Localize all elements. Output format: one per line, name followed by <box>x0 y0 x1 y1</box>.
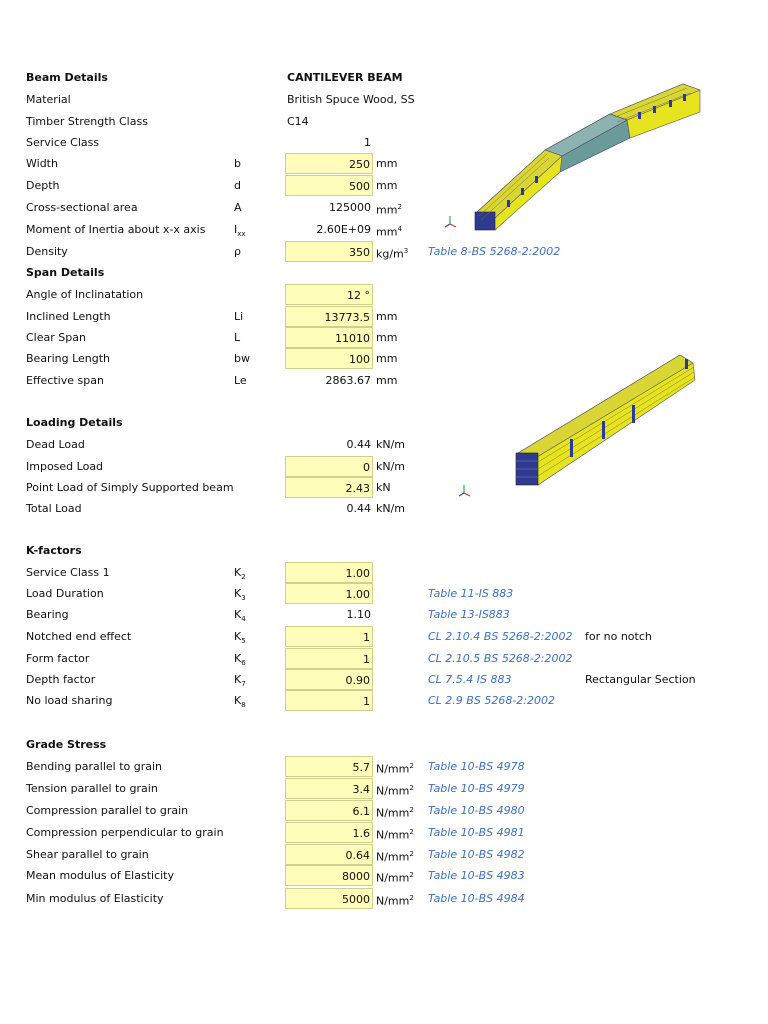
k7-input[interactable]: 0.90 <box>285 669 373 690</box>
grade-row <box>0 800 768 821</box>
section-heading: Loading Details <box>26 416 123 429</box>
material-value: British Spuce Wood, SS <box>287 93 415 106</box>
grade-stress-header-row <box>0 734 768 755</box>
k5-input[interactable]: 1 <box>285 626 373 647</box>
beam-3d-render-top <box>425 72 735 238</box>
row-label: Compression parallel to grain <box>26 804 189 817</box>
row-label: Material <box>26 93 71 106</box>
reference-link[interactable]: CL 7.5.4 IS 883 <box>428 673 512 686</box>
grade-row <box>0 865 768 886</box>
kfactors-header-row <box>0 540 768 561</box>
grade-stress-input[interactable]: 5000 <box>285 888 373 909</box>
k8-input[interactable]: 1 <box>285 690 373 711</box>
row-symbol: $I_{xx}$ <box>234 223 246 239</box>
grade-stress-input[interactable]: 5.7 <box>285 756 373 777</box>
row-label: Clear Span <box>26 331 86 344</box>
k8-row <box>0 690 768 711</box>
density-row <box>0 241 768 262</box>
row-label: Angle of Inclinatation <box>26 288 144 301</box>
row-label: Depth <box>26 179 60 192</box>
row-unit: mm <box>376 331 398 344</box>
reference-link[interactable]: CL 2.10.5 BS 5268-2:2002 <box>428 652 573 665</box>
row-label: Total Load <box>26 502 82 515</box>
row-unit: mm <box>376 179 398 192</box>
row-label: Dead Load <box>26 438 85 451</box>
inclined-length-row <box>0 306 768 327</box>
grade-row <box>0 822 768 843</box>
row-label: Moment of Inertia about x-x axis <box>26 223 206 236</box>
reference-link[interactable]: Table 10-BS 4978 <box>428 760 525 773</box>
reference-link[interactable]: Table 8-BS 5268-2:2002 <box>428 245 561 258</box>
row-symbol: d <box>234 179 241 192</box>
row-symbol: Li <box>234 310 244 323</box>
row-unit: $N/mm^2$ <box>376 828 414 842</box>
k3-row <box>0 583 768 604</box>
strength-class-value: C14 <box>287 115 309 128</box>
row-label: Density <box>26 245 68 258</box>
grade-row <box>0 888 768 909</box>
row-unit: $N/mm^2$ <box>376 871 414 885</box>
k3-input[interactable]: 1.00 <box>285 583 373 604</box>
reference-link[interactable]: Table 10-BS 4979 <box>428 782 525 795</box>
dead-load-value: 0.44 <box>346 438 371 451</box>
row-unit: $N/mm^2$ <box>376 806 414 820</box>
inclined-length-input[interactable]: 13773.5 <box>285 306 373 327</box>
row-unit: kN/m <box>376 502 406 515</box>
row-unit: mm <box>376 157 398 170</box>
row-symbol: $K_8$ <box>234 694 246 710</box>
grade-row <box>0 778 768 799</box>
angle-input[interactable]: 12 ° <box>285 284 373 305</box>
imposed-load-input[interactable]: 0 <box>285 456 373 477</box>
k4-row <box>0 604 768 625</box>
row-symbol: L <box>234 331 241 344</box>
reference-link[interactable]: Table 10-BS 4981 <box>428 826 525 839</box>
row-symbol: A <box>234 201 242 214</box>
k4-value: 1.10 <box>346 608 371 621</box>
row-unit: $kg/m^3$ <box>376 247 409 261</box>
row-unit: mm <box>376 374 398 387</box>
effective-span-value: 2863.67 <box>325 374 371 387</box>
row-label: Form factor <box>26 652 90 665</box>
row-label: Width <box>26 157 58 170</box>
row-label: Effective span <box>26 374 104 387</box>
beam-type: CANTILEVER BEAM <box>287 71 403 84</box>
reference-link[interactable]: Table 10-BS 4984 <box>428 892 525 905</box>
row-symbol: ρ <box>234 245 241 258</box>
row-label: Service Class <box>26 136 100 149</box>
row-label: Timber Strength Class <box>26 115 148 128</box>
row-label: Point Load of Simply Supported beam <box>26 481 234 494</box>
area-value: 125000 <box>329 201 371 214</box>
grade-stress-input[interactable]: 0.64 <box>285 844 373 865</box>
section-heading: Grade Stress <box>26 738 107 751</box>
row-unit: kN/m <box>376 438 406 451</box>
row-unit: mm <box>376 352 398 365</box>
row-symbol: $K_6$ <box>234 652 246 668</box>
inertia-value: 2.60E+09 <box>316 223 371 236</box>
row-label: Bearing Length <box>26 352 111 365</box>
span-details-header-row <box>0 262 768 283</box>
beam-3d-render-bottom <box>440 335 735 515</box>
row-note: for no notch <box>585 630 652 643</box>
row-label: Notched end effect <box>26 630 132 643</box>
row-unit: kN <box>376 481 391 494</box>
depth-input[interactable]: 500 <box>285 175 373 196</box>
section-heading: Span Details <box>26 266 105 279</box>
k6-row <box>0 648 768 669</box>
row-unit: kN/m <box>376 460 406 473</box>
row-label: Depth factor <box>26 673 96 686</box>
row-symbol: $K_7$ <box>234 673 246 689</box>
angle-row <box>0 284 768 305</box>
row-symbol: bw <box>234 352 250 365</box>
row-symbol: $K_4$ <box>234 608 246 624</box>
k5-row <box>0 626 768 647</box>
reference-link[interactable]: Table 11-IS 883 <box>428 587 514 600</box>
clear-span-input[interactable]: 11010 <box>285 327 373 348</box>
density-input[interactable]: 350 <box>285 241 373 262</box>
grade-row <box>0 844 768 865</box>
point-load-input[interactable]: 2.43 <box>285 477 373 498</box>
grade-row <box>0 756 768 777</box>
row-label: Mean modulus of Elasticity <box>26 869 174 882</box>
section-heading: Beam Details <box>26 71 108 84</box>
row-label: Shear parallel to grain <box>26 848 149 861</box>
row-label: Bearing <box>26 608 69 621</box>
service-class-value: 1 <box>364 136 371 149</box>
reference-link[interactable]: CL 2.10.4 BS 5268-2:2002 <box>428 630 573 643</box>
row-label: Load Duration <box>26 587 104 600</box>
row-label: Cross-sectional area <box>26 201 138 214</box>
row-label: Imposed Load <box>26 460 104 473</box>
reference-link[interactable]: Table 10-BS 4983 <box>428 869 525 882</box>
k6-input[interactable]: 1 <box>285 648 373 669</box>
grade-stress-input[interactable]: 8000 <box>285 865 373 886</box>
row-label: Compression perpendicular to grain <box>26 826 224 839</box>
total-load-value: 0.44 <box>346 502 371 515</box>
row-symbol: b <box>234 157 241 170</box>
row-unit: $mm^4$ <box>376 225 402 239</box>
row-symbol: $K_2$ <box>234 566 246 582</box>
row-label: Service Class 1 <box>26 566 110 579</box>
reference-link[interactable]: Table 13-IS883 <box>428 608 510 621</box>
row-unit: $N/mm^2$ <box>376 894 414 908</box>
row-unit: $N/mm^2$ <box>376 762 414 776</box>
k7-row <box>0 669 768 690</box>
k2-row <box>0 562 768 583</box>
reference-link[interactable]: CL 2.9 BS 5268-2:2002 <box>428 694 555 707</box>
row-unit: $mm^2$ <box>376 203 402 217</box>
row-label: Min modulus of Elasticity <box>26 892 164 905</box>
section-heading: K-factors <box>26 544 82 557</box>
reference-link[interactable]: Table 10-BS 4980 <box>428 804 525 817</box>
row-label: Tension parallel to grain <box>26 782 158 795</box>
row-symbol: $K_5$ <box>234 630 246 646</box>
k2-input[interactable]: 1.00 <box>285 562 373 583</box>
row-label: Bending parallel to grain <box>26 760 163 773</box>
row-unit: $N/mm^2$ <box>376 784 414 798</box>
row-label: No load sharing <box>26 694 113 707</box>
row-note: Rectangular Section <box>585 673 696 686</box>
row-label: Inclined Length <box>26 310 111 323</box>
bearing-length-input[interactable]: 100 <box>285 348 373 369</box>
width-input[interactable]: 250 <box>285 153 373 174</box>
row-symbol: Le <box>234 374 247 387</box>
grade-stress-input[interactable]: 3.4 <box>285 778 373 799</box>
row-unit: mm <box>376 310 398 323</box>
grade-stress-input[interactable]: 6.1 <box>285 800 373 821</box>
reference-link[interactable]: Table 10-BS 4982 <box>428 848 525 861</box>
grade-stress-input[interactable]: 1.6 <box>285 822 373 843</box>
row-symbol: $K_3$ <box>234 587 246 603</box>
row-unit: $N/mm^2$ <box>376 850 414 864</box>
